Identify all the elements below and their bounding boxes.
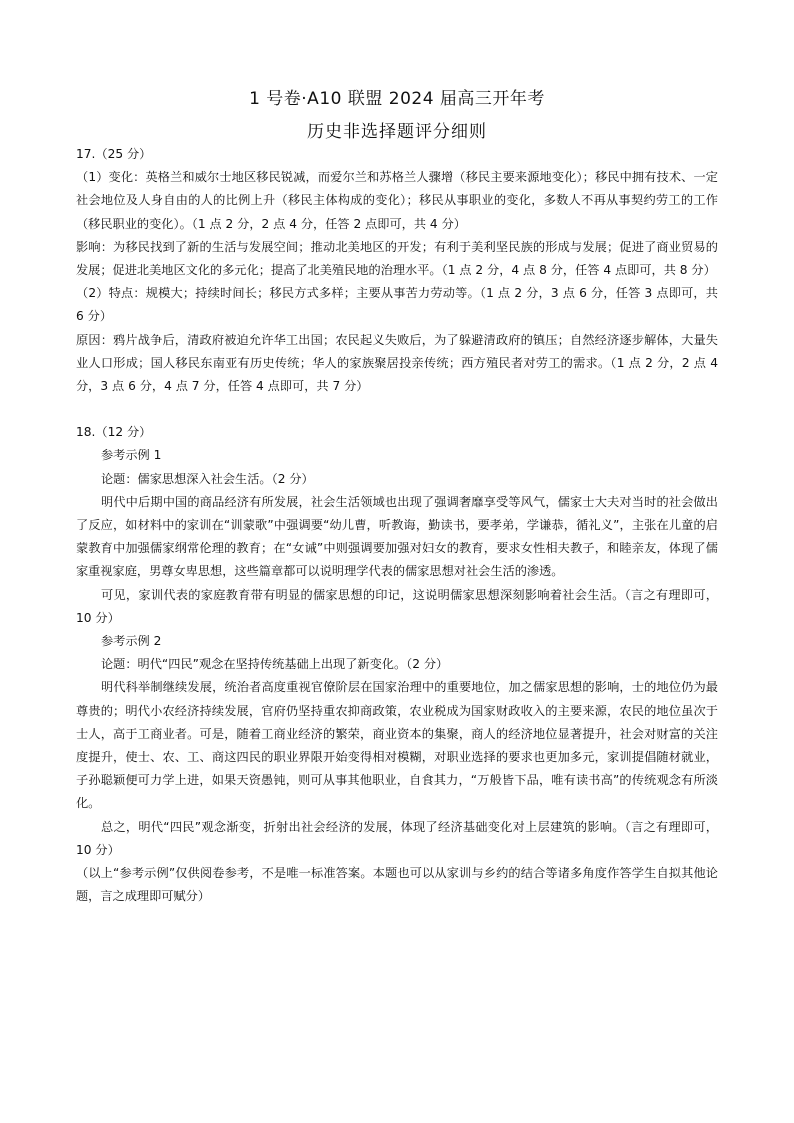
example-2-conclusion: 总之，明代“四民”观念渐变，折射出社会经济的发展，体现了经济基础变化对上层建筑的影响。（言之有理即可，10 分） [76, 819, 718, 857]
doc-title: 1 号卷·A10 联盟 2024 届高三开年考 [249, 89, 545, 109]
example-1-conclusion: 可见，家训代表的家庭教育带有明显的儒家思想的印记，这说明儒家思想深刻影响着社会生活。（言之有理即可，10 分） [76, 587, 718, 625]
example-2-body: 明代科举制继续发展，统治者高度重视官僚阶层在国家治理中的重要地位，加之儒家思想的影响，士的地位仍为最尊贵的；明代小农经济持续发展，官府仍坚持重农抑商政策，农业税成为国家财政收入的主要来源，农民的地位虽次于士人，高于工商业者。可是，随着工商业经济的繁荣，商业资本的集聚，商人的经济地位显著提升，社会对财富的关注度提升，使士、农、工、商这四民的职业界限开始变得相对模糊，对职业选择的要求也更加多元，家训提倡随材就业，子孙聪颖便可力学上进，如果天资愚钝，则可从事其他职业，自食其力，“万般皆下品，唯有读书高”的传统观念有所淡化。 [76, 680, 718, 811]
doc-subtitle: 历史非选择题评分细则 [307, 122, 487, 142]
section-gap [76, 398, 718, 421]
q17-part2-reasons: 原因：鸦片战争后，清政府被迫允许华工出国；农民起义失败后，为了躲避清政府的镇压；自然经济逐步解体，大量失业人口形成；国人移民东南亚有历史传统；华人的家族聚居投亲传统；西方殖民者对劳工的需求。（1 点 2 分，2 点 4 分，3 点 6 分，4 点 7 分，任答 4 点即可，共 7 分） [76, 332, 718, 394]
example-1-label: 参考示例 1 [101, 448, 162, 463]
example-2-thesis: 论题：明代“四民”观念在坚持传统基础上出现了新变化。（2 分） [101, 657, 449, 672]
q17-part1-change: （1）变化：英格兰和威尔士地区移民锐减，而爱尔兰和苏格兰人骤增（移民主要来源地变化）；移民中拥有技术、一定社会地位及人身自由的人的比例上升（移民主体构成的变化）；移民从事职业的变化，多数人不再从事契约劳工的工作（移民职业的变化）。（1 点 2 分，2 点 4 分，任答 2 点即可，共 4 分） [76, 170, 718, 231]
q17-part2-features: （2）特点：规模大；持续时间长；移民方式多样；主要从事苦力劳动等。（1 点 2 分，3 点 6 分，任答 3 点即可，共 6 分） [76, 286, 718, 324]
example-2-label: 参考示例 2 [101, 634, 162, 649]
question-18-heading: 18.（12 分） [76, 425, 152, 440]
q17-part1-impact: 影响：为移民找到了新的生活与发展空间；推动北美地区的开发；有利于美利坚民族的形成与发展；促进了商业贸易的发展；促进北美地区文化的多元化；提高了北美殖民地的治理水平。（1 点 2 分，4 点 8 分，任答 4 点即可，共 8 分） [76, 239, 718, 278]
content-body [76, 143, 718, 909]
question-17-heading: 17.（25 分） [76, 147, 152, 161]
example-1-body: 明代中后期中国的商品经济有所发展，社会生活领域也出现了强调奢靡享受等风气，儒家士大夫对当时的社会做出了反应，如材料中的家训在“训蒙歌”中强调要“幼儿曹，听教诲，勤读书，要孝弟，学谦恭，循礼义”，主张在儿童的启蒙教育中加强儒家纲常伦理的教育；在“女诫”中则强调要加强对妇女的教育，要求女性相夫教子，和睦亲友，体现了儒家重视家庭，男尊女卑思想，这些篇章都可以说明理学代表的儒家思想对社会生活的渗透。 [76, 494, 718, 579]
example-1-thesis: 论题：儒家思想深入社会生活。（2 分） [101, 471, 314, 486]
grading-note: （以上“参考示例”仅供阅卷参考，不是唯一标准答案。本题也可以从家训与乡约的结合等诸多角度作答学生自拟其他论题，言之成理即可赋分） [76, 866, 718, 904]
